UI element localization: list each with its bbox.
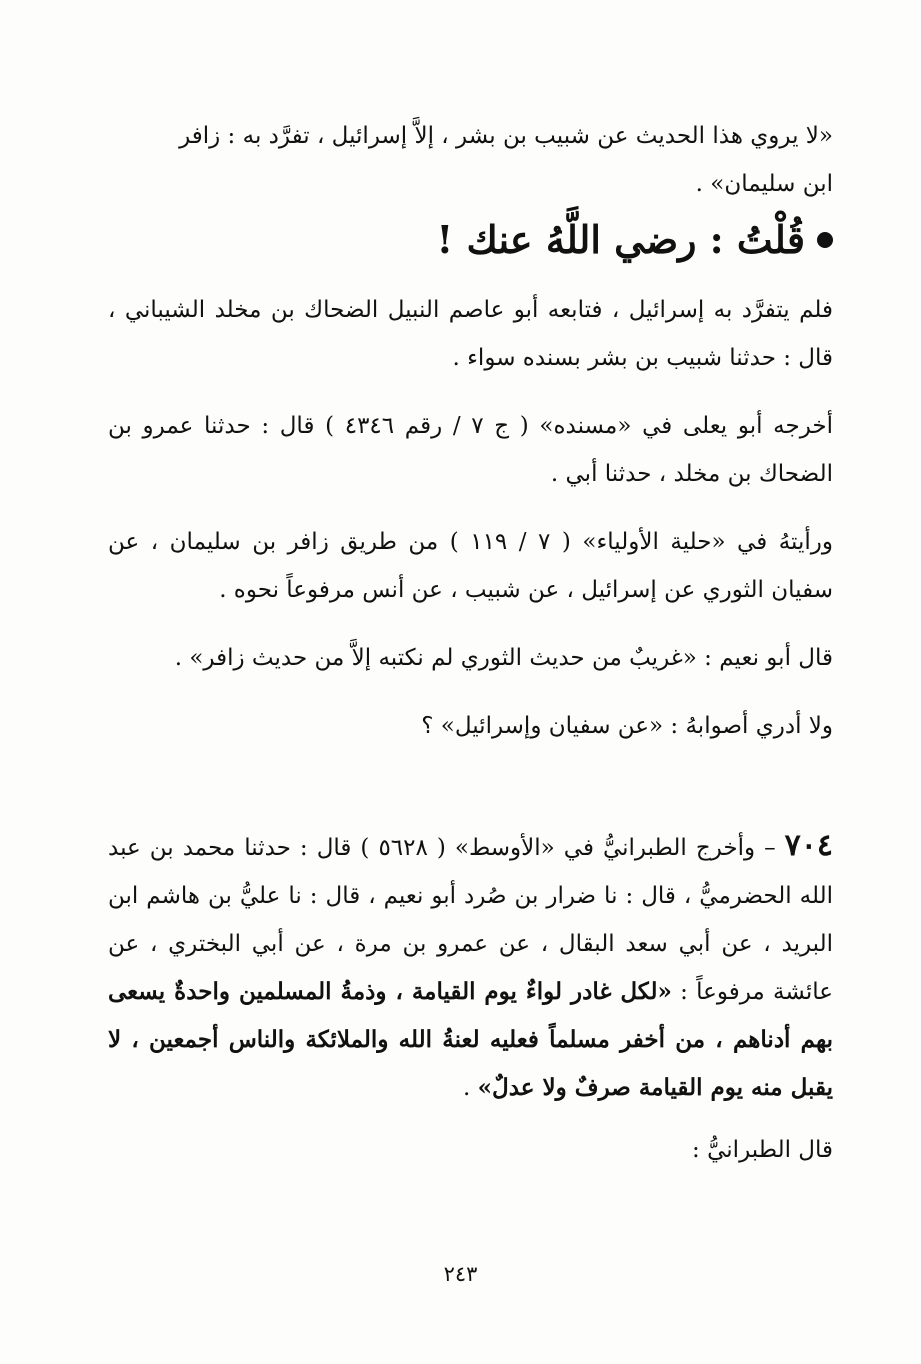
hadith-end: . xyxy=(463,1075,478,1101)
quote-line-2: ابن سليمان» . xyxy=(695,171,833,197)
quote-line-1: «لا يروي هذا الحديث عن شبيب بن بشر ، إلاَّ إسرائيل ، تفرَّد به : زافر xyxy=(179,123,833,149)
paragraph-6: قال الطبرانيُّ : xyxy=(692,1137,833,1163)
bullet-icon xyxy=(817,232,833,248)
paragraph-quote-continuation xyxy=(108,112,833,208)
paragraph-3: ورأيتهُ في «حلية الأولياء» ( ٧ / ١١٩ ) من طريق زافر بن سليمان ، عن سفيان الثوري عن إسرائيل ، عن شبيب ، عن أنس مرفوعاً نحوه . xyxy=(108,529,833,603)
paragraph-1: فلم يتفرَّد به إسرائيل ، فتابعه أبو عاصم النبيل الضحاك بن مخلد الشيباني ، قال : حدثنا شبيب بن بشر بسنده سواء . xyxy=(108,297,833,371)
hadith-intro: – وأخرج الطبرانيُّ في «الأوسط» ( ٥٦٢٨ ) قال : حدثنا محمد بن عبد الله الحضرميُّ ، قال : نا ضرار بن صُرد أبو نعيم ، قال : نا عليُّ بن هاشم ابن البريد ، عن أبي سعد البقال ، عن عمرو بن مرة ، عن أبي البختري ، عن عائشة مرفوعاً : xyxy=(108,835,833,1005)
section-heading-text: قُلْتُ : رضي اللَّهُ عنك ! xyxy=(436,217,805,262)
paragraph-5: ولا أدري أصوابهُ : «عن سفيان وإسرائيل» ؟ xyxy=(421,713,833,739)
hadith-text: «لكل غادر لواءٌ يوم القيامة ، وذمةُ المسلمين واحدةٌ يسعى بهم أدناهم ، من أخفر مسلماً فعليه لعنةُ الله والملائكة والناس أجمعين ، لا يقبل منه يوم القيامة صرفٌ ولا عدلٌ» xyxy=(108,978,833,1101)
paragraph-4: قال أبو نعيم : «غريبٌ من حديث الثوري لم نكتبه إلاَّ من حديث زافر» . xyxy=(174,645,833,671)
section-heading xyxy=(108,208,833,272)
paragraph-2: أخرجه أبو يعلى في «مسنده» ( ج ٧ / رقم ٤٣٤٦ ) قال : حدثنا عمرو بن الضحاك بن مخلد ، حدثنا أبي . xyxy=(108,413,834,487)
page-number: ٢٤٣ xyxy=(443,1262,478,1286)
hadith-number: ٧٠٤ xyxy=(784,828,833,863)
hadith-paragraph xyxy=(108,822,833,1112)
